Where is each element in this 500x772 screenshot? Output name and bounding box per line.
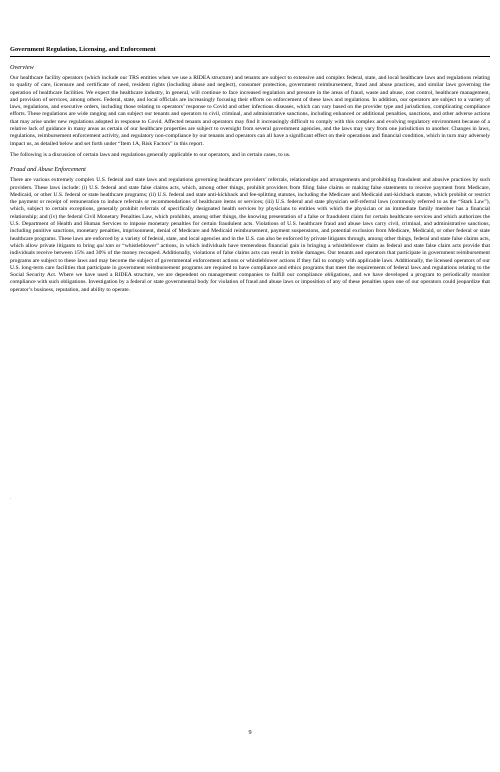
fraud-text-part-2: or “whistleblower” actions, in which individuals have tremendous financial gain in bringing a whistleblower claim as federal and state false claim acts provide that individuals receive between 15% and 30% of the money recouped. Additionally, violations of false claims acts can result in treble damages. Our tenants and operators that participate in government reimbursement programs are subject to these laws and may become the subject of governmental enforcement actions or whistleblower actions if they fail to comply with applicable laws. Additionally, the licensed operators of our U.S. long-term care facilities that participate in government reimbursement programs are required to have compliance and ethics programs that meet the requirements of federal laws and regulations relating to the Social Security Act. Where we have used a RIDEA structure, we are dependent on management companies to fulfill our compliance obligations, and we have developed a program to periodically monitor compliance with such obligations. Investigation by a federal or state governmental body for violation of fraud and abuse laws or imposition of any of these penalties upon one of our operators could jeopardize that operator’s business, reputation, and ability to operate. <box>10 242 491 293</box>
title-rule <box>10 56 490 57</box>
section-title: Government Regulation, Licensing, and Enforcement <box>10 46 156 53</box>
overview-heading: Overview <box>10 64 34 71</box>
fraud-heading: Fraud and Abuse Enforcement <box>10 166 86 174</box>
fraud-text-part-1: There are various extremely complex U.S. federal and state laws and regulations governing healthcare providers’ referrals, relationships and arrangements and prohibiting fraudulent and abusive practices by such providers. These laws include: (i) U.S. federal and state false claims acts, which, among other things, prohibit providers from filing false claims or making false statements to receive payment from Medicare, Medicaid, or other U.S. federal or state healthcare programs; (ii) U.S. federal and state anti-kickback and fee-splitting statutes, including the Medicare and Medicaid anti-kickback statute, which prohibit or restrict the payment or receipt of remuneration to induce referrals or recommendations of healthcare items or services; (iii) U.S. federal and state physician self-referral laws (commonly referred to as the “Stark Law”), which, subject to certain exceptions, generally prohibit referrals of specifically designated health services by physicians to entities with which the physician or an immediate family member has a financial relationship; and (iv) the federal Civil Monetary Penalties Law, which prohibits, among other things, the knowing presentation of a false or fraudulent claim for certain healthcare services and which authorizes the U.S. Department of Health and Human Services to impose monetary penalties for certain fraudulent acts. Violations of U.S. healthcare fraud and abuse laws carry civil, criminal, and administrative sanctions, including punitive sanctions, monetary penalties, imprisonment, denial of Medicare and Medicaid reimbursement, payment suspensions, and potential exclusion from Medicare, Medicaid, or other federal or state healthcare programs. These laws are enforced by a variety of federal, state, and local agencies and in the U.S. can also be enforced by private litigants through, among other things, federal and state false claims acts, which allow private litigants to bring <box>10 177 490 249</box>
page-number: 9 <box>248 729 252 736</box>
stray-mark: . <box>10 496 12 501</box>
overview-paragraph-2: The following is a discussion of certain laws and regulations generally applicable to our operators, and in certain cases, to us. <box>10 151 291 158</box>
fraud-paragraph <box>10 177 490 294</box>
document-page <box>10 46 490 298</box>
qui-tam-term: qui tam <box>96 242 114 249</box>
overview-paragraph-1: Our healthcare facility operators (which include our TRS entities when we use a RIDEA structure) and tenants are subject to extensive and complex federal, state, and local healthcare laws and regulations relating to quality of care, licensure and certificate of need, resident rights (including abuse and neglect), consumer protection, government reimbursement, fraud and abuse practices, and similar laws governing the operation of healthcare facilities. We expect the healthcare industry, in general, will continue to face increased regulation and pressure in the areas of fraud, waste and abuse, cost control, healthcare management, and provision of services, among others. Federal, state, and local officials are increasingly focusing their efforts on enforcement of these laws and regulations. In addition, our operators are subject to a variety of laws, regulations, and executive orders, including those relating to operators’ response to Covid and other infectious diseases, which can vary based on the provider type and jurisdiction, complicating compliance efforts. These regulations are wide ranging and can subject our tenants and operators to civil, criminal, and administrative sanctions, including enhanced or additional penalties, sanctions, and other adverse actions that may arise under new regulations adopted in response to Covid. Affected tenants and operators may find it increasingly difficult to comply with this complex and evolving regulatory environment because of a relative lack of guidance in many areas as certain of our healthcare properties are subject to oversight from several government agencies, and the laws may vary from one jurisdiction to another. Changes in laws, regulations, reimbursement enforcement activity, and regulatory non-compliance by our tenants and operators can all have a significant effect on their operations and financial condition, which in turn may adversely impact us, as detailed below and set forth under “Item 1A, Risk Factors” in this report. <box>10 75 490 147</box>
